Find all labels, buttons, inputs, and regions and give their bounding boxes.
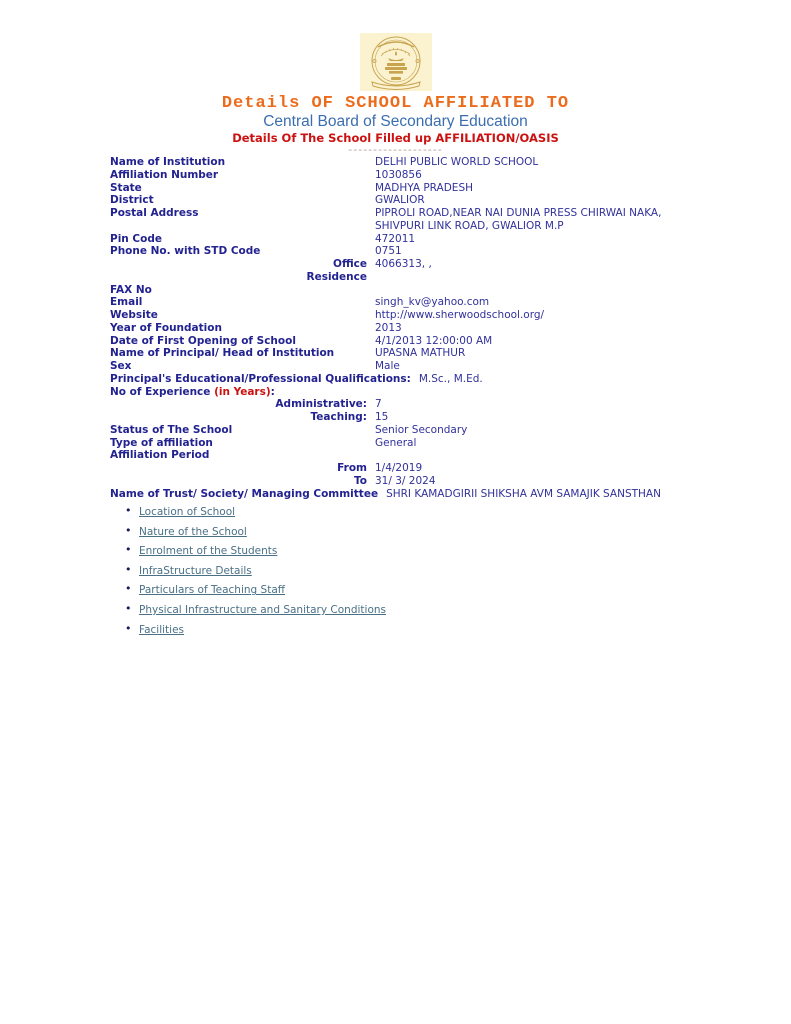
field-label-red-part: (in Years) — [214, 385, 271, 398]
field-value: GWALIOR — [375, 194, 425, 207]
field-row — [110, 169, 730, 182]
field-value: 0751 — [375, 245, 402, 258]
field-row — [110, 271, 730, 284]
field-row — [110, 233, 730, 246]
section-link-item — [122, 623, 386, 643]
field-label: District — [110, 194, 154, 207]
fields-list — [110, 156, 730, 500]
field-value: 1030856 — [375, 168, 422, 181]
field-row — [110, 398, 730, 411]
field-value: Senior Secondary — [375, 423, 468, 436]
field-row — [110, 424, 730, 437]
bullet-icon: • — [125, 601, 132, 615]
field-row — [110, 284, 730, 297]
field-label: Affiliation Period — [110, 449, 210, 462]
section-link-item — [122, 583, 386, 603]
bullet-icon: • — [125, 543, 132, 557]
field-label: Residence — [306, 270, 367, 283]
field-value: General — [375, 436, 417, 449]
field-row — [110, 335, 730, 348]
field-label-part: No of Experience — [110, 385, 215, 398]
field-row — [110, 411, 730, 424]
section-link-item — [122, 505, 386, 525]
field-row — [110, 322, 730, 335]
field-label: Phone No. with STD Code — [110, 245, 261, 258]
section-link-item — [122, 603, 386, 623]
field-row — [110, 437, 730, 450]
field-row — [110, 360, 730, 373]
field-value: http://www.sherwoodschool.org/ — [375, 309, 545, 321]
section-link[interactable]: Particulars of Teaching Staff — [139, 584, 285, 597]
bullet-icon: • — [125, 562, 132, 576]
field-value: PIPROLI ROAD,NEAR NAI DUNIA PRESS CHIRWAI NAKA, SHIVPURI LINK ROAD, GWALIOR M.P — [375, 207, 662, 232]
bullet-icon: • — [125, 504, 132, 517]
cbse-logo — [360, 33, 432, 91]
board-name: Central Board of Secondary Education — [263, 113, 528, 130]
field-label: Postal Address — [110, 207, 199, 219]
section-link[interactable]: Facilities — [139, 623, 184, 636]
field-row — [110, 488, 730, 501]
field-row — [110, 386, 730, 399]
field-row — [110, 462, 730, 475]
field-row — [110, 194, 730, 207]
field-row — [110, 373, 730, 386]
field-label: From — [337, 462, 367, 474]
field-label: FAX No — [110, 283, 152, 296]
field-label: Website — [110, 309, 158, 321]
field-label: Pin Code — [110, 232, 162, 245]
field-label: Principal's Educational/Professional Qualifications: — [110, 372, 411, 385]
field-value: 4066313, , — [375, 258, 432, 270]
field-value: 1/4/2019 — [375, 462, 423, 474]
cbse-emblem-icon — [360, 33, 432, 91]
dashed-divider: ------------------- — [348, 143, 443, 156]
field-label: Email — [110, 296, 143, 309]
field-label-part: : — [270, 385, 275, 398]
section-link-item — [122, 564, 386, 584]
field-label: Name of Trust/ Society/ Managing Committee — [110, 487, 379, 500]
field-value: SHRI KAMADGIRII SHIKSHA AVM SAMAJIK SANSTHAN — [386, 487, 661, 500]
bullet-icon: • — [125, 621, 132, 635]
field-row — [110, 258, 730, 271]
field-row — [110, 296, 730, 309]
field-value: UPASNA MATHUR — [375, 347, 466, 360]
field-row — [110, 449, 730, 462]
field-label: Status of The School — [110, 423, 233, 436]
field-row — [110, 245, 730, 258]
field-label: Year of Foundation — [110, 321, 222, 334]
field-row — [110, 182, 730, 195]
bullet-icon: • — [125, 523, 132, 537]
field-label: Teaching: — [310, 411, 367, 423]
section-link[interactable]: Enrolment of the Students — [139, 545, 278, 558]
field-label: Administrative: — [275, 398, 367, 411]
page-title: Details OF SCHOOL AFFILIATED TO — [221, 94, 570, 113]
section-link[interactable]: Physical Infrastructure and Sanitary Conditions — [139, 603, 386, 616]
bullet-icon: • — [125, 582, 132, 596]
field-value: 15 — [375, 411, 389, 423]
section-link[interactable]: Nature of the School — [139, 525, 247, 538]
field-label — [110, 386, 375, 399]
section-link-item — [122, 525, 386, 545]
field-row — [110, 347, 730, 360]
section-link-item — [122, 544, 386, 564]
field-value: 2013 — [375, 321, 402, 334]
field-label: To — [354, 474, 367, 487]
field-row — [110, 475, 730, 488]
field-row — [110, 309, 730, 322]
section-links-list — [122, 505, 386, 642]
logo-container — [0, 33, 791, 95]
field-value: Male — [375, 360, 400, 372]
field-value: M.Sc., M.Ed. — [418, 372, 483, 385]
field-row — [110, 156, 730, 169]
field-label: Name of Principal/ Head of Institution — [110, 347, 335, 360]
field-value: DELHI PUBLIC WORLD SCHOOL — [375, 156, 539, 168]
field-value: 4/1/2013 12:00:00 AM — [375, 334, 493, 347]
page-tagline: Details Of The School Filled up AFFILIATION/OASIS — [232, 131, 559, 145]
section-link[interactable]: Location of School — [139, 506, 236, 518]
field-value: singh_kv@yahoo.com — [375, 296, 490, 309]
field-label: Date of First Opening of School — [110, 334, 296, 347]
field-value: 31/ 3/ 2024 — [375, 474, 436, 487]
field-label: Sex — [110, 360, 132, 372]
field-value: 472011 — [375, 232, 416, 245]
field-value: MADHYA PRADESH — [375, 181, 474, 194]
section-link[interactable]: InfraStructure Details — [139, 564, 252, 577]
field-label: State — [110, 181, 142, 194]
field-label: Type of affiliation — [110, 436, 213, 449]
field-row — [110, 207, 730, 233]
field-label: Affiliation Number — [110, 168, 219, 181]
field-label: Office — [333, 258, 367, 270]
field-value: 7 — [375, 398, 382, 411]
field-label: Name of Institution — [110, 156, 226, 168]
